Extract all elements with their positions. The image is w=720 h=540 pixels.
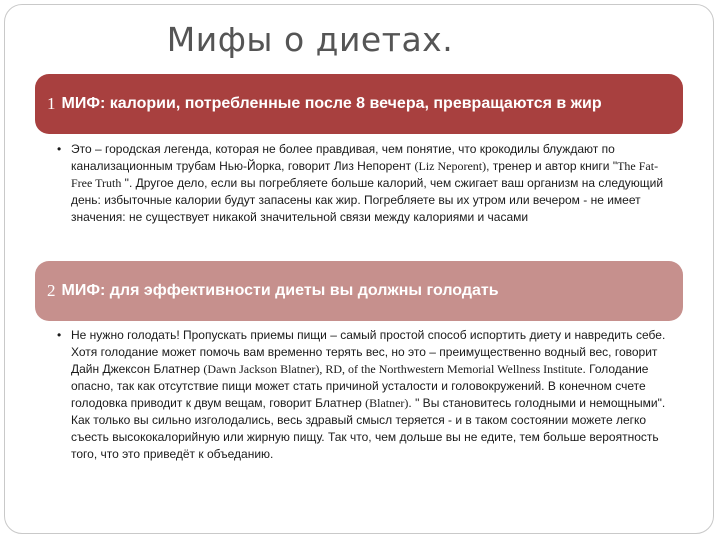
myth-2-text-a: Не нужно голодать! Пропускать приемы пищи – самый простой способ испортить диету и навредить себе. Хотя голодание может помочь вам временно терять вес, но это – преимущественно водный вес, говорит Дайн Джексон Блатнер — [71, 328, 666, 376]
myth-2-heading: МИФ: для эффективности диеты вы должны голодать — [61, 282, 499, 299]
myth-1-heading: МИФ: калории, потребленные после 8 вечера, превращаются в жир — [61, 95, 602, 112]
myth-1-text-e: ". Другое дело, если вы погребляете больше калорий, чем сжигает ваш организм на следующий день: избыточные калории будут запасены как жир. Погребляете вы их утром или вечером - не имеет значения: не существует никакой значительной связи между калориями и часами — [71, 176, 664, 224]
myth-1-text-b: (Liz Neporent) — [414, 159, 487, 173]
myth-1-number: 1 — [47, 94, 56, 113]
slide-title: Мифы о диетах. — [166, 20, 454, 59]
myth-1-text-a: Это – городская легенда, которая не более правдивая, чем понятие, что крокодилы блуждают по канализационным трубам Нью-Йорка, говорит Лиз Непорент — [71, 142, 615, 173]
myth-2-header — [35, 261, 683, 321]
myth-1-text-d: The Fat-Free Truth — [71, 159, 659, 190]
myth-2-text-e: . " Вы становитесь голодными и немощными". Как только вы сильно изголодались, весь здравый смысл теряется - и в таком состоянии можете легко съесть высококалорийную или жирную пищу. Так что, чем дольше вы не едите, тем больше вероятность того, что это приведёт к объеданию. — [71, 396, 666, 461]
myth-2-paragraph — [71, 327, 677, 463]
myth-1-text-c: , тренер и автор книги " — [486, 159, 618, 173]
myth-2-text-d: (Blatner) — [365, 396, 409, 410]
myth-2-text-b: (Dawn Jackson Blatner), RD, of the Northwestern Memorial Wellness Institute — [203, 362, 583, 376]
myth-2-body — [57, 327, 677, 463]
myth-2-text-c: . Голодание опасно, так как отсутствие пищи может стать причиной усталости и головокружений. В конечном счете голодовка приводит к двум вещам, говорит Блатнер — [71, 362, 649, 410]
bullet-icon: • — [57, 142, 62, 156]
myth-2-number: 2 — [47, 281, 56, 300]
myth-1-body — [57, 141, 677, 226]
myth-1-paragraph — [71, 141, 677, 226]
bullet-icon: • — [57, 328, 62, 342]
myth-1-header — [35, 74, 683, 134]
